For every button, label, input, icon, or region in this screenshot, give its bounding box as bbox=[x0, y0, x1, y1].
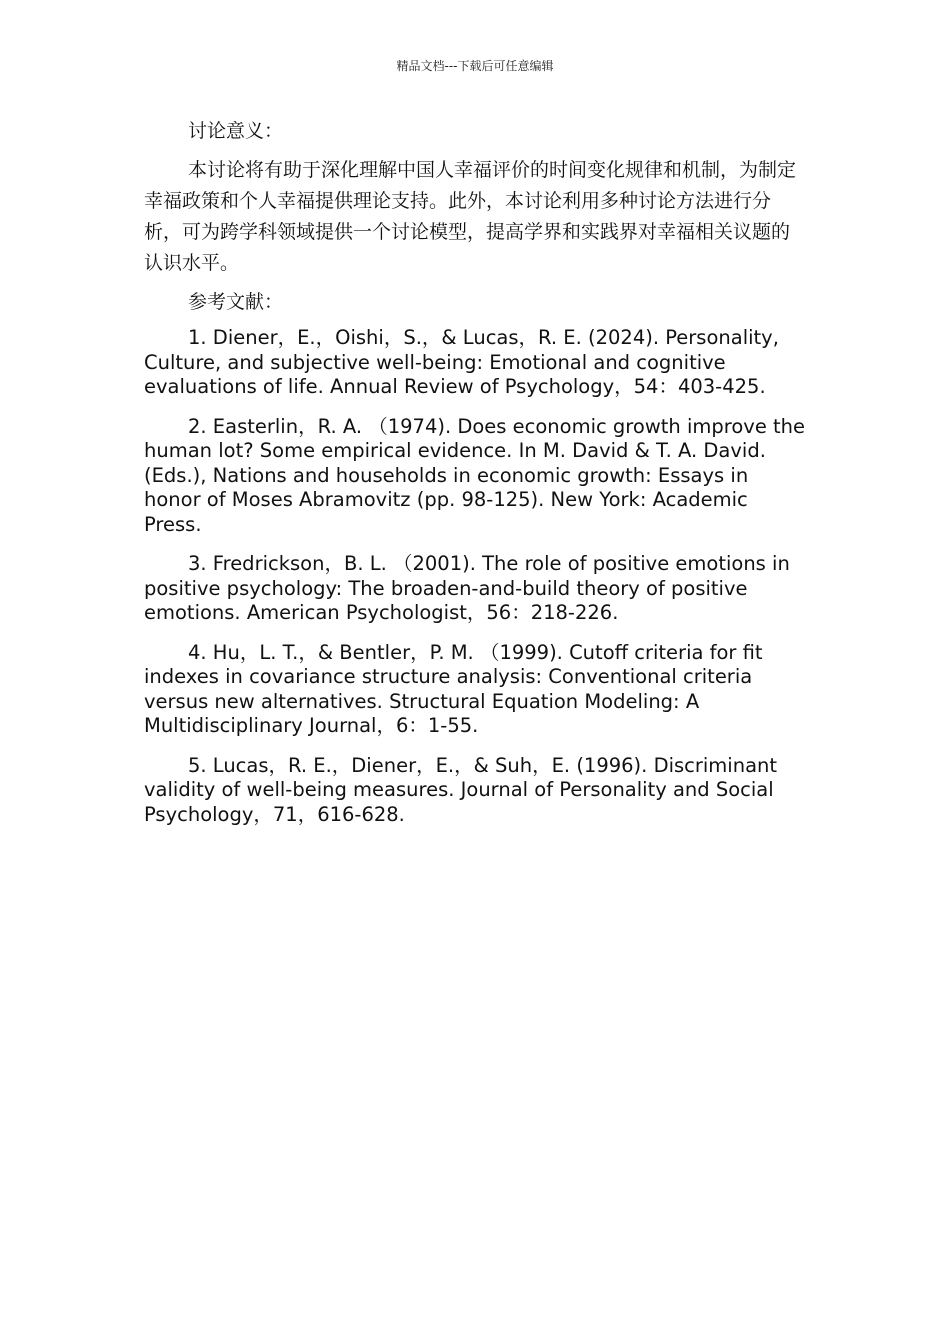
reference-item-4: 4. Hu，L. T.，& Bentler，P. M. （1999). Cutoff criteria for fit indexes in covariance structure analysis: Conventional criteria versus new alternatives. Structural Equation Modeling: A Multidisciplinary Journal，6：1-55. bbox=[144, 640, 763, 737]
reference-item-2: 2. Easterlin，R. A. （1974). Does economic growth improve the human lot? Some empirical evidence. In M. David & T. A. David. (Eds.), Nations and households in economic growth: Essays in honor of Moses Abramovitz (pp. 98-125). New York: Academic Press. bbox=[144, 414, 806, 536]
references-heading: 参考文献： bbox=[188, 291, 284, 313]
section-heading: 讨论意义： bbox=[188, 120, 284, 142]
document-body bbox=[144, 116, 806, 842]
page-header: 精品文档---下载后可任意编辑 bbox=[396, 59, 554, 73]
reference-item-5: 5. Lucas，R. E.，Diener，E.，& Suh，E. (1996). Discriminant validity of well-being measures. Journal of Personality and Social Psychology，71，616-628. bbox=[144, 753, 778, 826]
reference-item-3: 3. Fredrickson，B. L. （2001). The role of positive emotions in positive psychology: The broaden-and-build theory of positive emotions. American Psychologist，56：218-226. bbox=[144, 552, 790, 624]
section-paragraph: 本讨论将有助于深化理解中国人幸福评价的时间变化规律和机制，为制定幸福政策和个人幸福提供理论支持。此外，本讨论利用多种讨论方法进行分析，可为跨学科领域提供一个讨论模型，提高学界和实践界对幸福相关议题的认识水平。 bbox=[144, 159, 797, 274]
reference-item-1: 1. Diener，E.，Oishi，S.，& Lucas，R. E. (2024). Personality, Culture, and subjective well-being: Emotional and cognitive evaluations of life. Annual Review of Psychology，54：403-425. bbox=[144, 326, 779, 398]
